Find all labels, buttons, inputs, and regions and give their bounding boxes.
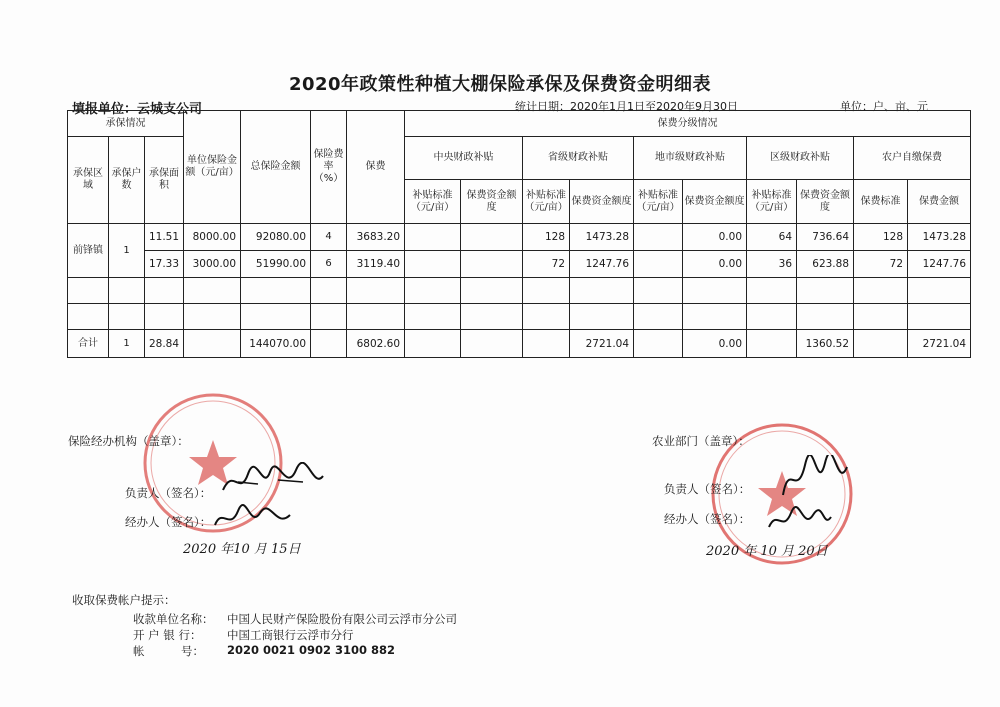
total-province-std [523,330,570,358]
insurer-sign-date: 2020 年10 月 15日 [183,542,301,557]
total-rate [311,330,347,358]
city-amount-header: 保费资金额度 [683,180,747,224]
insurer-handler-signature [210,503,300,535]
central-amount-cell [461,224,523,251]
total-households: 1 [109,330,145,358]
col-premium: 保费 [347,111,405,224]
province-amount-header: 保费资金额度 [570,180,634,224]
district-std-header: 补贴标准（元/亩） [747,180,797,224]
total-district-amount: 1360.52 [797,330,854,358]
agri-sign-date: 2020 年 10 月 20日 [706,544,828,559]
group-underwriting: 承保情况 [68,111,184,137]
account-label: 帐 号： [133,644,205,658]
district-amount-cell: 736.64 [797,224,854,251]
total-central-std [405,330,461,358]
agri-label: 农业部门（盖章）： [652,434,750,448]
farmer-amount-cell: 1473.28 [908,224,971,251]
province-amount-cell: 1247.76 [570,251,634,278]
total-farmer-amount: 2721.04 [908,330,971,358]
province-std-header: 补贴标准（元/亩） [523,180,570,224]
sub-central: 中央财政补贴 [405,137,523,180]
fill-unit: 填报单位：云城支公司 [72,102,203,117]
total-row [68,330,971,358]
district-std-cell: 64 [747,224,797,251]
rate-cell: 4 [311,224,347,251]
province-std-cell: 128 [523,224,570,251]
stat-date: 统计日期：2020年1月1日至2020年9月30日 [515,100,738,113]
district-std-cell: 36 [747,251,797,278]
district-amount-cell: 623.88 [797,251,854,278]
total-district-std [747,330,797,358]
table-row [68,224,971,251]
col-unit-amount: 单位保险金额（元/亩） [184,111,241,224]
central-std-cell [405,224,461,251]
col-households: 承保户数 [109,137,145,224]
central-amount-cell [461,251,523,278]
city-std-header: 补贴标准（元/亩） [634,180,683,224]
sub-province: 省级财政补贴 [523,137,634,180]
total-central-amount [461,330,523,358]
col-rate: 保险费率（%） [311,111,347,224]
empty-row [68,304,971,330]
central-std-cell [405,251,461,278]
unit-label: 单位：户、亩、元 [840,100,928,113]
farmer-std-cell: 128 [854,224,908,251]
col-area: 承保区域 [68,137,109,224]
total-city-std [634,330,683,358]
premium-cell: 3683.20 [347,224,405,251]
col-total-amount: 总保险金额 [241,111,311,224]
farmer-std-cell: 72 [854,251,908,278]
total-insured-amount: 144070.00 [241,330,311,358]
total-amount-cell: 51990.00 [241,251,311,278]
col-acreage: 承保面积 [145,137,184,224]
premium-detail-table [67,110,971,358]
total-farmer-std [854,330,908,358]
insurer-handler-label: 经办人（签名）： [125,515,212,529]
city-std-cell [634,224,683,251]
payee-label: 收款单位名称： [133,612,214,626]
acreage-cell: 11.51 [145,224,184,251]
total-unit-amount [184,330,241,358]
document-title: 2020年政策性种植大棚保险承保及保费资金明细表 [288,74,712,95]
central-amount-header: 保费资金额度 [461,180,523,224]
total-city-amount: 0.00 [683,330,747,358]
insurer-responsible-signature [218,462,328,502]
district-amount-header: 保费资金额度 [797,180,854,224]
bank-value: 中国工商银行云浮市分行 [227,628,354,642]
total-label: 合计 [68,330,109,358]
empty-row [68,278,971,304]
farmer-amount-header: 保费金额 [908,180,971,224]
rate-cell: 6 [311,251,347,278]
payee-value: 中国人民财产保险股份有限公司云浮市分公司 [227,612,457,626]
acreage-cell: 17.33 [145,251,184,278]
town-cell: 前锋镇 [68,224,109,278]
central-std-header: 补贴标准（元/亩） [405,180,461,224]
group-premium: 保费分级情况 [405,111,971,137]
farmer-std-header: 保费标准 [854,180,908,224]
total-acreage: 28.84 [145,330,184,358]
sub-farmer: 农户自缴保费 [854,137,971,180]
province-amount-cell: 1473.28 [570,224,634,251]
agri-responsible-label: 负责人（签名）： [664,482,751,496]
city-amount-cell: 0.00 [683,251,747,278]
sub-district: 区级财政补贴 [747,137,854,180]
agri-handler-signature [765,503,835,537]
unit-amount-cell: 8000.00 [184,224,241,251]
town-households: 1 [109,224,145,278]
table-row [68,251,971,278]
insurer-responsible-label: 负责人（签名）： [125,486,212,500]
insurer-label: 保险经办机构（盖章）： [68,434,189,448]
agri-handler-label: 经办人（签名）： [664,512,751,526]
account-prompt: 收取保费帐户提示： [72,593,176,607]
total-province-amount: 2721.04 [570,330,634,358]
unit-amount-cell: 3000.00 [184,251,241,278]
sub-city: 地市级财政补贴 [634,137,747,180]
agri-responsible-signature [775,455,855,503]
total-premium: 6802.60 [347,330,405,358]
province-std-cell: 72 [523,251,570,278]
account-number: 2020 0021 0902 3100 882 [227,643,396,657]
premium-cell: 3119.40 [347,251,405,278]
header-row-1 [68,111,971,137]
total-amount-cell: 92080.00 [241,224,311,251]
farmer-amount-cell: 1247.76 [908,251,971,278]
city-std-cell [634,251,683,278]
city-amount-cell: 0.00 [683,224,747,251]
bank-label: 开 户 银 行： [133,628,202,642]
